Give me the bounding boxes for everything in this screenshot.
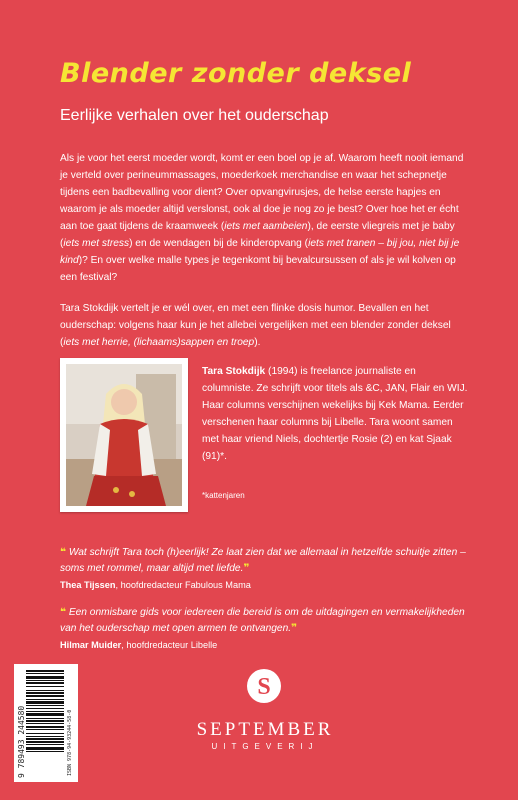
barcode-digits-wrapper [16,664,26,782]
publisher-logo-icon [246,668,282,704]
barcode-bar [26,718,64,719]
author-name: Tara Stokdijk [202,366,266,377]
barcode-bar [26,680,64,681]
barcode-bar [26,736,64,737]
barcode-bar [26,705,64,706]
barcode-bar [26,682,64,684]
barcode-bar [26,726,64,728]
barcode-bar [26,747,64,750]
barcode-bar [26,708,64,709]
barcode-bar [26,744,64,745]
author-portrait-image [66,364,182,506]
close-quote-icon: ❞ [291,623,298,634]
close-quote-icon: ❞ [243,563,250,574]
barcode-bar [26,690,64,691]
book-subtitle: Eerlijke verhalen over het ouderschap [60,107,329,124]
barcode-bar [26,751,64,752]
publisher-logo [246,668,282,704]
barcode-bar [26,673,64,674]
barcode-bar [26,720,64,722]
open-quote-icon: ❝ [60,547,66,558]
barcode-bar [26,701,64,704]
quote-1-attribution: Thea Tijssen, hoofdredacteur Fabulous Mama [60,580,251,590]
barcode-bar [26,699,64,700]
review-quote-1: ❝ Wat schrijft Tara toch (h)eerlijk! Ze laat zien dat we allemaal in hetzelfde schuitje zitten – soms met rommel, maar altijd met liefde.❞ Thea Tijssen, hoofdredacteur Fabulous Mama [60,545,472,592]
author-bio: Tara Stokdijk (1994) is freelance journaliste en columniste. Ze schrijft voor titels als &C, JAN, Flair en WIJ. Haar columns verschijnen wekelijks bij Kek Mama. Eerder verschenen haar columns bij Libelle. Tara woont samen met haar vriend Niels, dochtertje Rosie (2) en kat Sjaak (91)*. [202,366,468,462]
barcode-bar [26,692,64,694]
author-photo [60,358,188,512]
barcode-bar [26,738,64,740]
barcode-bar [26,695,64,697]
svg-text:S: S [257,674,271,700]
isbn-barcode [14,664,78,782]
quote-2-attribution: Hilmar Muider, hoofdredacteur Libelle [60,640,218,650]
barcode-bar [26,741,64,743]
barcode-bar [26,670,64,672]
publisher-name: SEPTEMBER [196,719,334,740]
bio-footnote: *kattenjaren [202,491,245,500]
barcode-bar [26,723,64,724]
blurb-paragraph-2: Tara Stokdijk vertelt je er wél over, en met een flinke dosis humor. Bevallen en het ouderschap: volgens haar kun je het allebei vergelijken met een blender zonder deksel (iets met herrie, (lichaams)sappen en troep). [60,303,451,348]
open-quote-icon: ❝ [60,607,66,618]
barcode-isbn-label: ISBN 978-94-93244-58-0 [67,709,73,776]
barcode-digits: 9 789493 244580 [17,705,26,778]
barcode-bar [26,733,64,734]
barcode-bar [26,713,64,716]
barcode-bar [26,729,64,730]
barcode-bar [26,686,64,687]
publisher-subtitle: UITGEVERIJ [211,742,319,751]
blurb-paragraph-1: Als je voor het eerst moeder wordt, komt er een boel op je af. Waarom heeft nooit iemand je verteld over perineummassages, moederkoek merchandise en waar het schepnetje tijdens een badbevalling voor dient? Over opvangvirusjes, de helse eerste hapjes en waarom je als moeder altijd verslonst, ook al doe je nog zo je best? Over hoe het er écht aan toe gaat tijdens de kraamweek (iets met aambeien), de eerste vliegreis met je baby (iets met stress) en de wendagen bij de kinderopvang (iets met tranen – bij jou, niet bij je kind)? En over welke malle types je tegenkomt bij bevalcursussen of als je wil kolven op een festival? [60,153,464,283]
review-quote-2: ❝ Een onmisbare gids voor iedereen die bereid is om de uitdagingen en vermakelijkheden van het ouderschap met open armen te ontvangen.❞ Hilmar Muider, hoofdredacteur Libelle [60,605,472,652]
barcode-bar [26,711,64,712]
barcode-small-wrapper [66,664,76,782]
book-title: Blender zonder deksel [60,58,412,89]
barcode-bar [26,676,64,679]
